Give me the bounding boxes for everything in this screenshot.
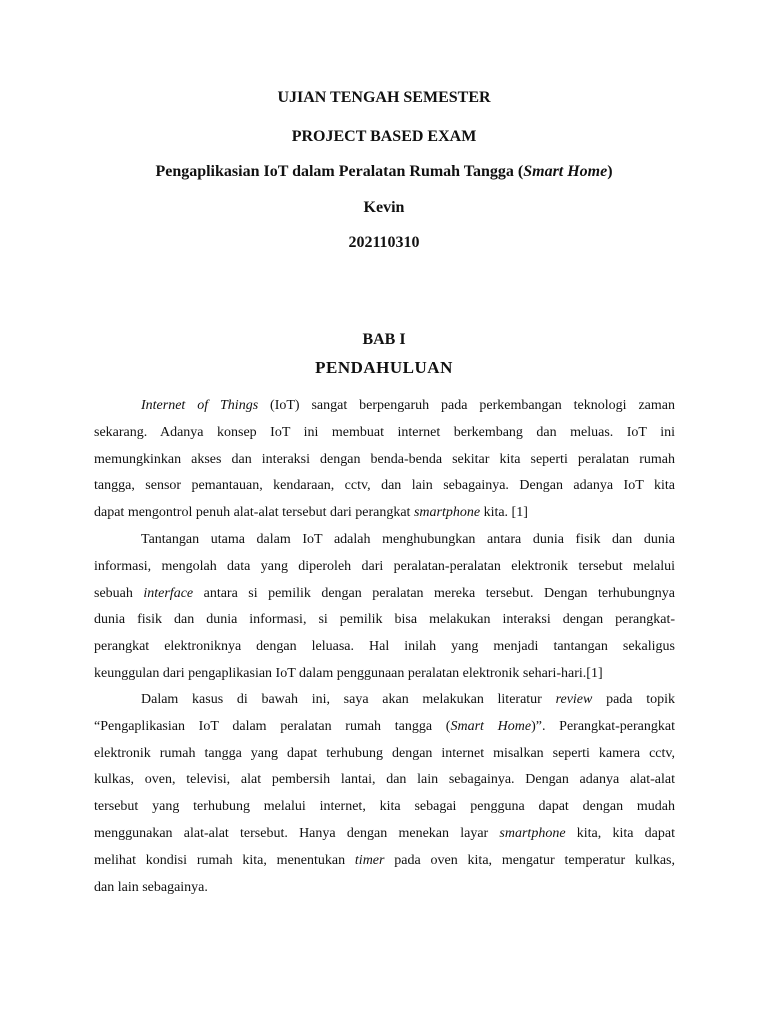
author-name: Kevin [363, 199, 405, 216]
paragraph-line: “Pengaplikasian IoT dalam peralatan rumah tangga (Smart Home)”. Perangkat-perangkat [94, 718, 676, 734]
paragraph-line: sekarang. Adanya konsep IoT ini membuat internet berkembang dan meluas. IoT ini [94, 424, 675, 440]
exam-title: UJIAN TENGAH SEMESTER [277, 89, 491, 106]
paragraph-line: Dalam kasus di bawah ini, saya akan melakukan literatur review pada topik [141, 692, 675, 707]
paragraph-line: Tantangan utama dalam IoT adalah menghubungkan antara dunia fisik dan dunia [141, 532, 675, 547]
paragraph-line: memungkinkan akses dan interaksi dengan benda-benda sekitar kita seperti peralatan rumah [94, 451, 675, 467]
chapter-number: BAB I [362, 331, 406, 348]
paragraph-line: menggunakan alat-alat tersebut. Hanya dengan menekan layar smartphone kita, kita dapat [94, 825, 675, 841]
topic-italic: Smart Home [523, 163, 608, 180]
paragraph-line: sebuah interface antara si pemilik dengan peralatan mereka tersebut. Dengan terhubungnya [94, 585, 675, 601]
paragraph-line: kulkas, oven, televisi, alat pembersih lantai, dan lain sebagainya. Dengan adanya alat-alat [94, 772, 675, 788]
paragraph-line: tersebut yang terhubung melalui internet, kita sebagai pengguna dapat dengan mudah [94, 799, 675, 815]
chapter-title: PENDAHULUAN [315, 358, 453, 377]
exam-type: PROJECT BASED EXAM [291, 128, 477, 145]
paragraph-line: perangkat elektroniknya dengan leluasa. Hal inilah yang menjadi tantangan sekaligus [94, 639, 675, 655]
paragraph-line: tangga, sensor pemantauan, kendaraan, cctv, dan lain sebagainya. Dengan adanya IoT kita [94, 478, 675, 494]
topic-prefix: Pengaplikasian IoT dalam Peralatan Rumah Tangga ( [155, 163, 524, 180]
paragraph-line: melihat kondisi rumah kita, menentukan timer pada oven kita, mengatur temperatur kulkas, [94, 852, 675, 868]
paragraph-line: elektronik rumah tangga yang dapat terhubung dengan internet misalkan seperti kamera cctv, [94, 745, 675, 761]
paragraph-line: dapat mengontrol penuh alat-alat tersebut dari perangkat smartphone kita. [1] [94, 505, 528, 521]
topic-title [0, 162, 768, 182]
paragraph-1 [94, 393, 675, 527]
paragraph-2 [94, 527, 675, 688]
paragraph-line: dunia fisik dan dunia informasi, si pemilik bisa melakukan interaksi dengan perangkat- [94, 612, 675, 628]
student-id: 202110310 [348, 234, 420, 251]
paragraph-line: Internet of Things (IoT) sangat berpengaruh pada perkembangan teknologi zaman [141, 398, 675, 413]
paragraph-line: informasi, mengolah data yang diperoleh dari peralatan-peralatan elektronik tersebut melalui [94, 558, 675, 574]
paragraph-3 [94, 687, 675, 901]
paragraph-line: dan lain sebagainya. [94, 879, 208, 895]
paragraph-line: keunggulan dari pengaplikasian IoT dalam penggunaan peralatan elektronik sehari-hari.[1] [94, 665, 603, 681]
topic-suffix: ) [607, 163, 613, 180]
